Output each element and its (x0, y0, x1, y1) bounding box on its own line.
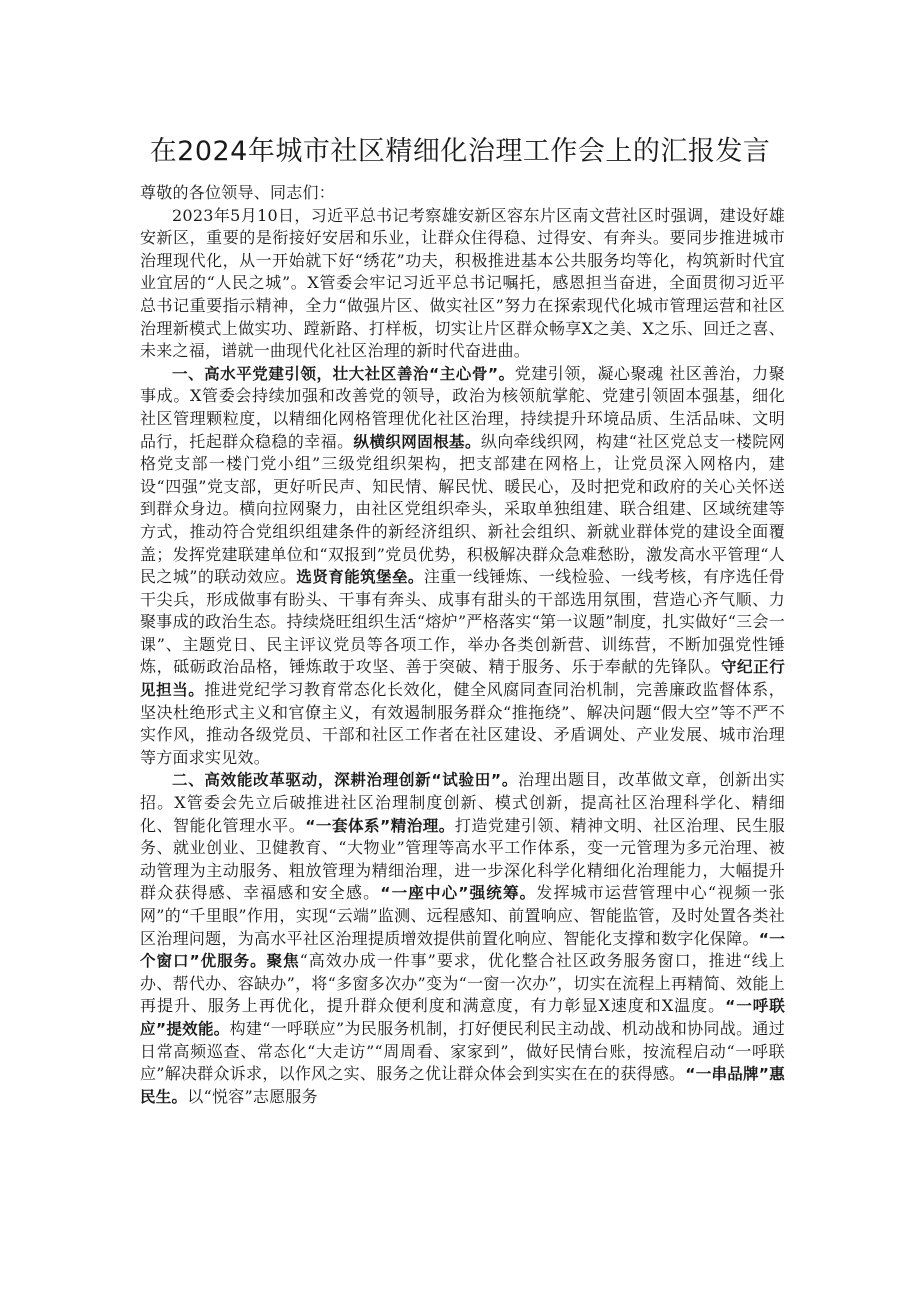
section-2-text-2: 打造党建引领、精神文明、社区治理、民生服务、就业创业、卫健教育、“大物业”管理等高水平工作体系，变一元管理为多元治理、被动管理为主动服务、粗放管理为精细治理，进一步深化科学化精细化治理能力，大幅提升群众获得感、幸福感和安全感。 (140, 815, 785, 903)
section-1-text-2: 纵向牵线织网，构建“社区党总支一楼院网格党支部一楼门党小组”三级党组织架构，把支部建在网格上，让党员深入网格内，建设“四强”党支部，更好听民声、知民情、解民忧、暖民心，及时把党和政府的关心关怀送到群众身边。横向拉网聚力，由社区党组织牵头，采取单独组建、联合组建、区域统建等方式，推动符合党组织组建条件的新经济组织、新社会组织、新就业群体党的建设全面覆盖；发挥党建联建单位和“双报到”党员优势，积极解决群众急难愁盼，激发高水平管理“人民之城”的联动效应。 (140, 431, 785, 587)
section-2-keyword-3: “一座中心”强统筹。 (380, 884, 537, 903)
section-1-text-3: 注重一线锤炼、一线检验、一线考核，有序选任骨干尖兵，形成做事有盼头、干事有奔头、成事有甜头的干部选用氛围，营造心齐气顺、力聚事成的政治生态。持续烧旺组织生活“熔炉”严格落实“第一议题”制度，扎实做好“三会一课”、主题党日、民主评议党员等各项工作，举办各类创新营、训练营，不断加强党性锤炼，砥砺政治品格，锤炼敢于攻坚、善于突破、精于服务、乐于奉献的先锋队。 (140, 567, 785, 677)
section-1-heading: 一、高水平党建引领，壮大社区善治“主心骨”。 (172, 364, 515, 383)
section-2-text-3: 发挥城市运营管理中心“视频一张网”的“千里眼”作用，实现“云端”监测、远程感知、前置响应、智能监管，及时处置各类社区治理问题，为高水平社区治理提质增效提供前置化响应、智能化支撑和数字化保障。 (140, 883, 785, 948)
section-1-keyword-4: 守纪正行见担当。 (140, 658, 785, 700)
paragraph-intro: 2023年5月10日，习近平总书记考察雄安新区容东片区南文营社区时强调，建设好雄安新区，重要的是衔接好安居和乐业，让群众住得稳、过得安、有奔头。要同步推进城市治理现代化，从一开始就下好“绣花”功夫，积极推进基本公共服务均等化，构筑新时代宜业宜居的“人民之城”。X管委会牢记习近平总书记嘱托，感恩担当奋进，全面贯彻习近平总书记重要指示精神，全力“做强片区、做实社区”努力在探索现代化城市管理运营和社区治理新模式上做实功、蹚新路、打样板，切实让片区群众畅享X之美、X之乐、回迁之喜、未来之福，谱就一曲现代化社区治理的新时代奋进曲。 (140, 205, 785, 361)
section-2-keyword-5: “一呼联应”提效能。 (140, 997, 785, 1038)
section-2-text-5: 构建“一呼联应”为民服务机制，打好便民利民主动战、机动战和协同战。通过日常高频巡查、常态化“大走访”“周周看、家家到”，做好民情台账，按流程启动“一呼联应”解决群众诉求，以作风之实、服务之优让群众体会到实实在在的获得感。 (140, 1018, 785, 1084)
section-2-keyword-4b: 聚焦 (266, 952, 300, 971)
salutation: 尊敬的各位领导、同志们： (140, 183, 336, 202)
section-2-text: 治理出题目，改革做文章，创新出实招。X管委会先立后破推进社区治理制度创新、模式创新，提高社区治理科学化、精细化、智能化管理水平。 (140, 770, 785, 835)
section-2-text-4: “高效办成一件事”要求，优化整合社区政务服务窗口，推进“线上办、帮代办、容缺办”，将“多窗多次办”变为“一窗一次办”，切实在流程上再精简、效能上再提升、服务上再优化，提升群众便利度和满意度，有力彰显X速度和X温度。 (140, 951, 785, 1016)
section-1-text-4: 推进党纪学习教育常态化长效化，健全风腐同查同治机制，完善廉政监督体系，坚决杜绝形式主义和官僚主义，有效遏制服务群众“推拖绕”、解决问题“假大空”等不严不实作风，推动各级党员、干部和社区工作者在社区建设、矛盾调处、产业发展、城市治理等方面求实见效。 (140, 680, 785, 767)
section-1-text: 党建引领，凝心聚魂 社区善治，力聚事成。X管委会持续加强和改善党的领导，政治为核领航掌舵、党建引领固本强基，细化社区管理颗粒度，以精细化网格管理优化社区治理，持续提升环境品质、生活品味、文明品行，托起群众稳稳的幸福。 (140, 363, 785, 451)
document-title: 在2024年城市社区精细化治理工作会上的汇报发言 (149, 136, 771, 167)
section-1-keyword-3: 选贤育能筑堡垒。 (296, 568, 424, 587)
paragraph-section-1 (140, 363, 785, 770)
section-2-keyword-2: “一套体系”精治理。 (305, 816, 455, 835)
paragraph-section-2 (140, 769, 785, 1108)
document-body (140, 182, 785, 1108)
section-2-keyword-4: “一个窗口”优服务。 (140, 929, 785, 971)
section-2-keyword-6: “一串品牌”惠民生。 (140, 1065, 785, 1106)
section-2-text-6: 以“悦容”志愿服务 (187, 1086, 318, 1106)
section-1-keyword-2: 纵横织网固根基。 (353, 432, 481, 451)
section-2-heading: 二、高效能改革驱动，深耕治理创新“试验田”。 (172, 771, 519, 790)
